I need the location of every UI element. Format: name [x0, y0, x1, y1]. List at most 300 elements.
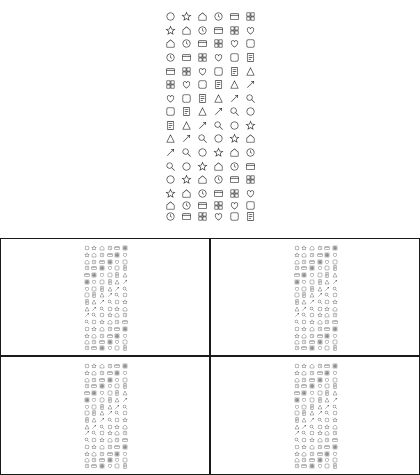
- paperclip-icon: [98, 444, 106, 451]
- film-icon: [316, 299, 324, 306]
- cart-icon: [106, 370, 114, 377]
- eye-icon: [308, 319, 316, 326]
- close-icon: [316, 345, 324, 351]
- book-icon: [194, 64, 210, 78]
- trophy-cup-icon: [324, 430, 332, 437]
- lock-icon: [293, 397, 301, 404]
- bulb-icon: [121, 299, 129, 306]
- phone-icon: [83, 390, 91, 397]
- compass-icon: [308, 252, 316, 259]
- rocket-icon: [98, 403, 106, 410]
- scissors-icon: [91, 326, 99, 333]
- book-icon: [308, 390, 316, 397]
- search-icon: [162, 24, 178, 38]
- sun-icon: [226, 78, 242, 92]
- bag-icon: [178, 51, 194, 65]
- bulb-icon: [121, 417, 129, 424]
- pencil-icon: [316, 363, 324, 370]
- close-icon: [210, 211, 226, 222]
- image-icon: [83, 417, 91, 424]
- drop-icon: [301, 403, 309, 410]
- pause-icon: [301, 332, 309, 339]
- mail-icon: [83, 383, 91, 390]
- close-icon: [316, 463, 324, 469]
- plug-icon: [106, 423, 114, 430]
- list-icon: [242, 186, 258, 200]
- wallet-icon: [114, 285, 122, 292]
- battery-icon: [98, 305, 106, 312]
- user-icon: [91, 363, 99, 370]
- share-icon: [91, 370, 99, 377]
- trophy-icon: [293, 430, 301, 437]
- chat-icon: [308, 265, 316, 272]
- wine-icon: [301, 430, 309, 437]
- coin-icon: [114, 299, 122, 306]
- shield-icon: [178, 132, 194, 146]
- coin-icon: [226, 119, 242, 133]
- icon-grid-thumb: [83, 245, 129, 351]
- dumbbell-icon: [121, 430, 129, 437]
- pencil-icon: [210, 10, 226, 24]
- thumbs-up-icon: [293, 437, 301, 444]
- pill-icon: [331, 444, 339, 451]
- trophy-icon: [293, 312, 301, 319]
- volume-icon: [316, 332, 324, 339]
- pie-chart-icon: [91, 410, 99, 417]
- folder-icon: [91, 272, 99, 279]
- sun-icon: [324, 279, 332, 286]
- wallet-icon: [226, 91, 242, 105]
- document-icon: [121, 252, 129, 259]
- link-icon: [324, 444, 332, 451]
- list-icon: [121, 450, 129, 457]
- grid-icon: [293, 258, 301, 265]
- plus-icon: [242, 200, 258, 211]
- credit-card-icon: [316, 258, 324, 265]
- pie-chart-icon: [91, 292, 99, 299]
- phone-icon: [162, 64, 178, 78]
- plug-icon: [316, 423, 324, 430]
- dumbbell-icon: [331, 312, 339, 319]
- cart-icon: [316, 252, 324, 259]
- mail-icon: [293, 265, 301, 272]
- anchor-icon: [324, 305, 332, 312]
- volume-icon: [106, 332, 114, 339]
- check-icon: [331, 345, 339, 351]
- play-icon: [83, 332, 91, 339]
- camera-icon: [301, 376, 309, 383]
- trash-icon: [114, 319, 122, 326]
- pencil-icon: [106, 245, 114, 252]
- wine-icon: [91, 312, 99, 319]
- calendar-icon: [98, 397, 106, 404]
- wallet-icon: [324, 403, 332, 410]
- lightning-icon: [308, 417, 316, 424]
- share-icon: [301, 252, 309, 259]
- slide-thumbnail-2[interactable]: [210, 238, 420, 356]
- link-icon: [324, 326, 332, 333]
- cloud-icon: [162, 91, 178, 105]
- credit-card-icon: [210, 37, 226, 51]
- chart-icon: [210, 146, 226, 160]
- heart-icon: [114, 363, 122, 370]
- arrow-icon: [114, 345, 122, 351]
- close-icon: [106, 463, 114, 469]
- calendar-icon: [194, 78, 210, 92]
- anchor-icon: [324, 423, 332, 430]
- play-icon: [162, 186, 178, 200]
- briefcase-icon: [331, 292, 339, 299]
- calendar-icon: [114, 252, 122, 259]
- calendar-icon: [98, 279, 106, 286]
- pie-chart-icon: [301, 292, 309, 299]
- music-note-icon: [324, 332, 332, 339]
- home-icon: [162, 10, 178, 24]
- paperclip-icon: [194, 173, 210, 187]
- home-icon: [83, 363, 91, 370]
- lines-icon: [226, 200, 242, 211]
- align-icon: [83, 345, 91, 351]
- stop-icon: [308, 332, 316, 339]
- scissors-icon: [301, 444, 309, 451]
- diamond-icon: [293, 305, 301, 312]
- coffee-icon: [98, 312, 106, 319]
- align-icon: [162, 211, 178, 222]
- credit-card-icon: [106, 258, 114, 265]
- trophy-cup-icon: [114, 430, 122, 437]
- moon-icon: [242, 78, 258, 92]
- cloud-icon: [293, 285, 301, 292]
- film-icon: [106, 299, 114, 306]
- chart-icon: [316, 430, 324, 437]
- phone-icon: [293, 272, 301, 279]
- key-icon: [121, 272, 129, 279]
- volume-icon: [106, 450, 114, 457]
- align-icon: [83, 463, 91, 469]
- heart-icon: [114, 245, 122, 252]
- rocket-icon: [98, 285, 106, 292]
- globe-icon: [162, 105, 178, 119]
- camera-icon: [91, 258, 99, 265]
- key-icon: [121, 390, 129, 397]
- briefcase-icon: [242, 105, 258, 119]
- monitor-icon: [226, 51, 242, 65]
- grid-icon: [83, 258, 91, 265]
- star-icon: [331, 245, 339, 252]
- coin-icon: [324, 299, 332, 306]
- home-icon: [83, 245, 91, 252]
- eye-icon: [98, 437, 106, 444]
- image-icon: [293, 417, 301, 424]
- headphones-icon: [121, 305, 129, 312]
- slide-thumbnail-3[interactable]: [0, 356, 210, 475]
- sun-icon: [114, 279, 122, 286]
- badge-icon: [210, 159, 226, 173]
- music-note-icon: [114, 450, 122, 457]
- gear-icon: [301, 397, 309, 404]
- bag-icon: [301, 265, 309, 272]
- diamond-icon: [162, 132, 178, 146]
- image-icon: [293, 299, 301, 306]
- anchor-icon: [114, 423, 122, 430]
- camera-icon: [91, 376, 99, 383]
- compass-icon: [98, 370, 106, 377]
- music-icon: [324, 272, 332, 279]
- globe-icon: [293, 410, 301, 417]
- lightning-icon: [98, 299, 106, 306]
- calendar-icon: [226, 24, 242, 38]
- bag-icon: [91, 383, 99, 390]
- moon-icon: [331, 397, 339, 404]
- moon-icon: [331, 279, 339, 286]
- trash-icon: [324, 319, 332, 326]
- moon-icon: [121, 279, 129, 286]
- cart-icon: [106, 252, 114, 259]
- calendar-icon: [308, 279, 316, 286]
- dots-icon: [98, 345, 106, 351]
- user-icon: [178, 10, 194, 24]
- gear-icon: [301, 279, 309, 286]
- check-icon: [121, 463, 129, 469]
- monitor-icon: [114, 265, 122, 272]
- thumbs-up-icon: [83, 437, 91, 444]
- book-icon: [98, 390, 106, 397]
- shield-icon: [301, 423, 309, 430]
- wine-icon: [178, 146, 194, 160]
- lightning-icon: [98, 417, 106, 424]
- sliders-icon: [178, 211, 194, 222]
- star-icon: [121, 245, 129, 252]
- bookmark-icon: [331, 437, 339, 444]
- shield-icon: [301, 305, 309, 312]
- eye-icon: [308, 437, 316, 444]
- share-icon: [178, 24, 194, 38]
- browser-icon: [242, 37, 258, 51]
- play-icon: [293, 450, 301, 457]
- anchor-icon: [226, 132, 242, 146]
- diamond-icon: [83, 423, 91, 430]
- eye-icon: [194, 159, 210, 173]
- arrow-icon: [324, 463, 332, 469]
- pin-icon: [162, 173, 178, 187]
- menu-icon: [210, 200, 226, 211]
- sliders-icon: [91, 345, 99, 351]
- pause-icon: [91, 332, 99, 339]
- browser-icon: [121, 376, 129, 383]
- lock-icon: [162, 78, 178, 92]
- globe-icon: [83, 410, 91, 417]
- monitor-icon: [324, 265, 332, 272]
- list-icon: [121, 332, 129, 339]
- align-icon: [293, 345, 301, 351]
- user-icon: [301, 245, 309, 252]
- star-icon: [331, 363, 339, 370]
- diamond-icon: [83, 305, 91, 312]
- grid-icon: [83, 376, 91, 383]
- flag-icon: [106, 285, 114, 292]
- laptop-icon: [121, 383, 129, 390]
- pill-icon: [121, 444, 129, 451]
- list-icon: [331, 450, 339, 457]
- thumbs-down-icon: [301, 437, 309, 444]
- folder-icon: [178, 64, 194, 78]
- bookmark-icon: [242, 159, 258, 173]
- pin-icon: [293, 326, 301, 333]
- clock-icon: [308, 292, 316, 299]
- rocket-icon: [194, 91, 210, 105]
- cloud-icon: [83, 285, 91, 292]
- pin-icon: [293, 444, 301, 451]
- coin-icon: [114, 417, 122, 424]
- eye-icon: [98, 319, 106, 326]
- bookmark-icon: [121, 437, 129, 444]
- wallet-icon: [324, 285, 332, 292]
- heart-icon: [324, 245, 332, 252]
- camera-icon: [178, 37, 194, 51]
- lightning-icon: [308, 299, 316, 306]
- dumbbell-icon: [331, 430, 339, 437]
- bell-icon: [210, 105, 226, 119]
- heart-icon: [226, 10, 242, 24]
- home-icon: [293, 363, 301, 370]
- monitor-icon: [324, 383, 332, 390]
- mail-icon: [162, 51, 178, 65]
- gift-icon: [121, 403, 129, 410]
- close-icon: [106, 345, 114, 351]
- mail-icon: [293, 383, 301, 390]
- sliders-icon: [91, 463, 99, 469]
- phone-icon: [293, 390, 301, 397]
- shield-icon: [91, 305, 99, 312]
- lock-icon: [83, 397, 91, 404]
- headphones-icon: [242, 132, 258, 146]
- laptop-icon: [242, 51, 258, 65]
- battery-icon: [308, 305, 316, 312]
- basket-icon: [106, 383, 114, 390]
- compass-icon: [308, 370, 316, 377]
- bulb-icon: [331, 299, 339, 306]
- battery-icon: [194, 132, 210, 146]
- badge-icon: [106, 319, 114, 326]
- plug-icon: [210, 132, 226, 146]
- music-icon: [114, 272, 122, 279]
- trash-icon: [226, 159, 242, 173]
- link-icon: [226, 173, 242, 187]
- bulb-icon: [331, 417, 339, 424]
- gift-icon: [242, 91, 258, 105]
- clock-icon: [98, 410, 106, 417]
- pie-chart-icon: [301, 410, 309, 417]
- dots-icon: [194, 211, 210, 222]
- clock-icon: [308, 410, 316, 417]
- leaf-icon: [98, 376, 106, 383]
- coffee-icon: [98, 430, 106, 437]
- laptop-icon: [331, 265, 339, 272]
- lock-icon: [83, 279, 91, 286]
- bag-icon: [301, 383, 309, 390]
- search-icon: [83, 370, 91, 377]
- check-icon: [331, 463, 339, 469]
- globe-icon: [83, 292, 91, 299]
- bag-icon: [91, 265, 99, 272]
- gear-icon: [91, 279, 99, 286]
- sliders-icon: [301, 345, 309, 351]
- leaf-icon: [308, 376, 316, 383]
- paperclip-icon: [98, 326, 106, 333]
- trophy-cup-icon: [114, 312, 122, 319]
- inbox-icon: [316, 272, 324, 279]
- music-icon: [324, 390, 332, 397]
- tag-icon: [324, 292, 332, 299]
- moon-icon: [121, 397, 129, 404]
- cart-icon: [210, 24, 226, 38]
- folder-icon: [301, 272, 309, 279]
- basket-icon: [210, 51, 226, 65]
- briefcase-icon: [331, 410, 339, 417]
- wine-icon: [91, 430, 99, 437]
- heart-icon: [324, 363, 332, 370]
- gift-icon: [331, 285, 339, 292]
- sliders-icon: [301, 463, 309, 469]
- thumbs-down-icon: [91, 319, 99, 326]
- check-icon: [242, 211, 258, 222]
- slide-thumbnail-4[interactable]: [210, 356, 420, 475]
- settings-icon: [98, 363, 106, 370]
- link-icon: [114, 326, 122, 333]
- trophy-icon: [162, 146, 178, 160]
- icon-grid-main: [162, 10, 258, 222]
- bulb-icon: [242, 119, 258, 133]
- paper-icon: [210, 78, 226, 92]
- bookmark-icon: [121, 319, 129, 326]
- dumbbell-icon: [121, 312, 129, 319]
- book-icon: [98, 272, 106, 279]
- monitor-icon: [114, 383, 122, 390]
- rocket-icon: [308, 285, 316, 292]
- map-icon: [301, 417, 309, 424]
- music-note-icon: [226, 186, 242, 200]
- drop-icon: [178, 91, 194, 105]
- video-icon: [114, 376, 122, 383]
- badge-icon: [316, 319, 324, 326]
- camera-icon: [301, 258, 309, 265]
- flag-icon: [316, 285, 324, 292]
- trophy-icon: [83, 430, 91, 437]
- basket-icon: [316, 383, 324, 390]
- slide-thumbnail-1[interactable]: [0, 238, 210, 356]
- browser-icon: [331, 376, 339, 383]
- gear-icon: [91, 397, 99, 404]
- basket-icon: [316, 265, 324, 272]
- headphones-icon: [331, 423, 339, 430]
- trophy-cup-icon: [324, 312, 332, 319]
- coffee-icon: [308, 430, 316, 437]
- bell-icon: [106, 410, 114, 417]
- music-icon: [114, 390, 122, 397]
- play-icon: [293, 332, 301, 339]
- diamond-icon: [293, 423, 301, 430]
- plug-icon: [106, 305, 114, 312]
- map-icon: [301, 299, 309, 306]
- map-icon: [91, 417, 99, 424]
- pause-icon: [91, 450, 99, 457]
- pause-icon: [301, 450, 309, 457]
- icon-grid-thumb: [83, 363, 129, 469]
- chat-icon: [308, 383, 316, 390]
- video-icon: [324, 376, 332, 383]
- basket-icon: [106, 265, 114, 272]
- battery-icon: [308, 423, 316, 430]
